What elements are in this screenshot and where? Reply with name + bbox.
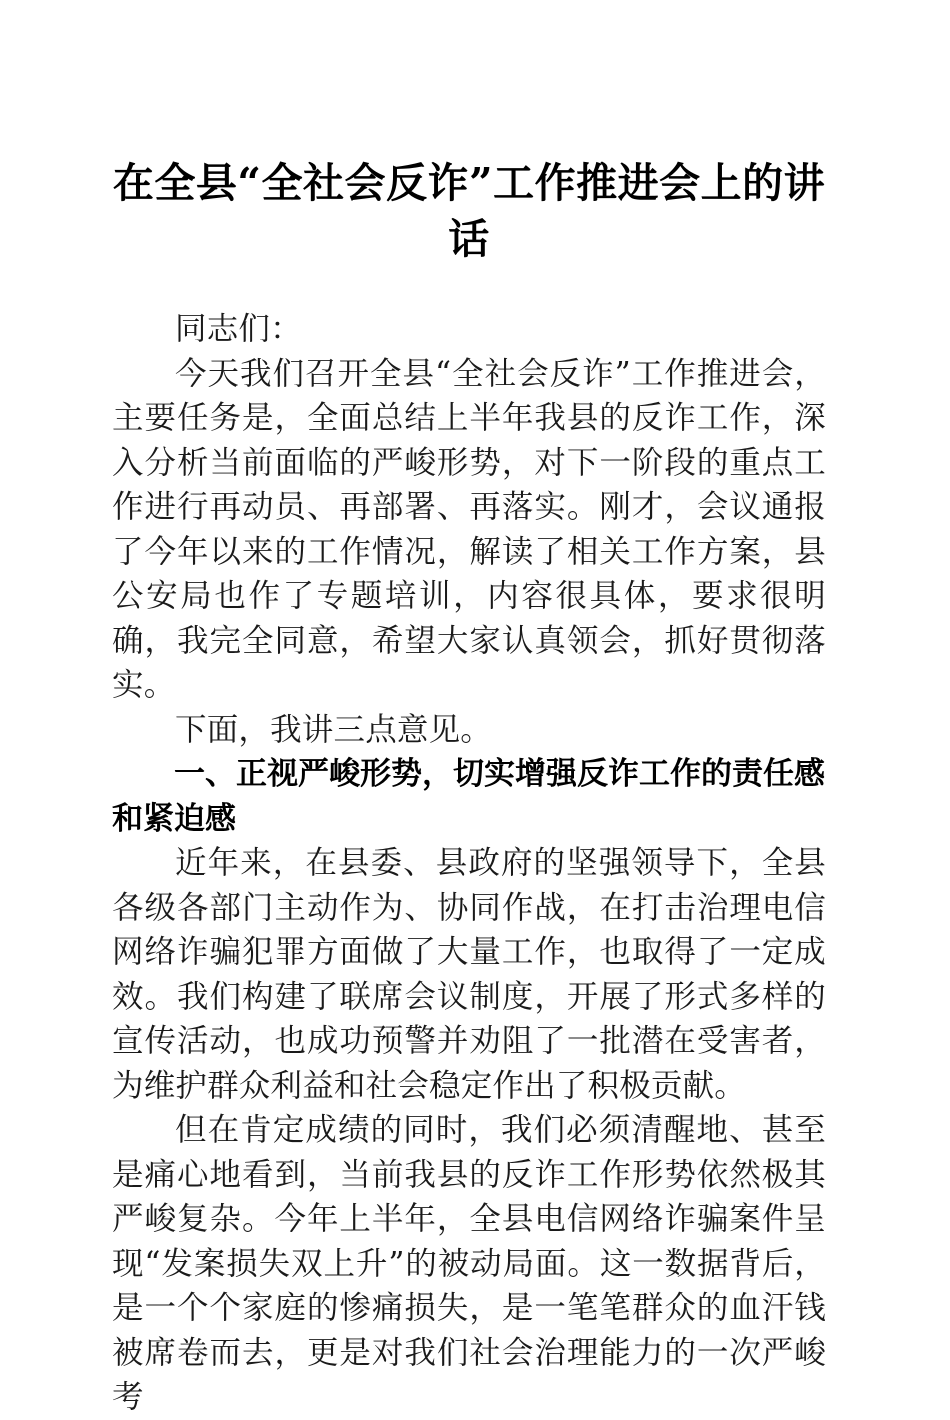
salutation-line: 同志们： — [175, 311, 302, 347]
page-title: 在全县“全社会反诈”工作推进会上的讲话 — [112, 159, 826, 263]
paragraph-severe-situation: 但在肯定成绩的同时，我们必须清醒地、甚至是痛心地看到，当前我县的反诈工作形势依然极其严峻复杂。今年上半年，全县电信网络诈骗案件呈现“发案损失双上升”的被动局面。这一数据背后，是一个个家庭的惨痛损失，是一笔笔群众的血汗钱被席卷而去，更是对我们社会治理能力的一次严峻考 — [112, 1112, 826, 1415]
paragraph-three-points-intro: 下面，我讲三点意见。 — [175, 711, 493, 748]
title-body-spacer — [112, 267, 826, 307]
paragraph-opening-remarks: 今天我们召开全县“全社会反诈”工作推进会，主要任务是，全面总结上半年我县的反诈工作，深入分析当前面临的严峻形势，对下一阶段的重点工作进行再动员、再部署、再落实。刚才，会议通报了今年以来的工作情况，解读了相关工作方案，县公安局也作了专题培训，内容很具体，要求很明确，我完全同意，希望大家认真领会，抓好贯彻落实。 — [112, 355, 826, 703]
section-heading-one: 一、正视严峻形势，切实增强反诈工作的责任感和紧迫感 — [112, 756, 825, 837]
document-body — [112, 0, 826, 1420]
paragraph-recent-achievements: 近年来，在县委、县政府的坚强领导下，全县各级各部门主动作为、协同作战，在打击治理电信网络诈骗犯罪方面做了大量工作，也取得了一定成效。我们构建了联席会议制度，开展了形式多样的宣传活动，也成功预警并劝阻了一批潜在受害者，为维护群众利益和社会稳定作出了积极贡献。 — [112, 845, 826, 1104]
